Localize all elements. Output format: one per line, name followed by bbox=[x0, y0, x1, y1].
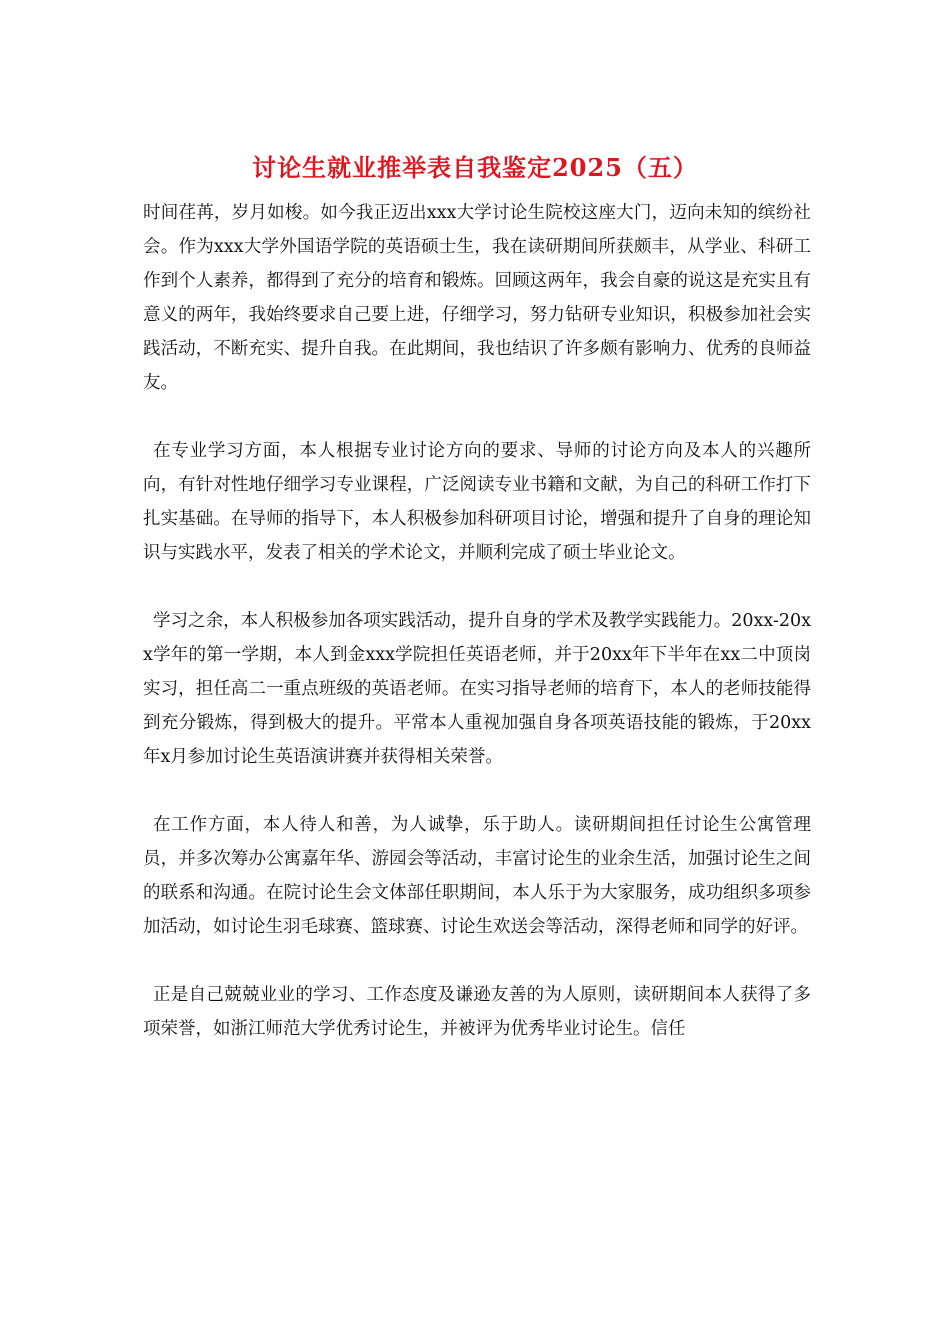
paragraph-practice: 学习之余，本人积极参加各项实践活动，提升自身的学术及教学实践能力。20xx-20xx学年的第一学期，本人到金xxx学院担任英语老师，并于20xx年下半年在xx二中顶岗实习，担任高二一重点班级的英语老师。在实习指导老师的培育下，本人的老师技能得到充分锻炼，得到极大的提升。平常本人重视加强自身各项英语技能的锻炼，于20xx年x月参加讨论生英语演讲赛并获得相关荣誉。 bbox=[143, 611, 811, 767]
paragraph-intro: 时间荏苒，岁月如梭。如今我正迈出xxx大学讨论生院校这座大门，迈向未知的缤纷社会。作为xxx大学外国语学院的英语硕士生，我在读研期间所获颇丰，从学业、科研工作到个人素养，都得到了充分的培育和锻炼。回顾这两年，我会自豪的说这是充实且有意义的两年，我始终要求自己要上进，仔细学习，努力钻研专业知识，积极参加社会实践活动，不断充实、提升自我。在此期间，我也结识了许多颇有影响力、优秀的良师益友。 bbox=[143, 203, 811, 393]
paragraph-work: 在工作方面，本人待人和善，为人诚挚，乐于助人。读研期间担任讨论生公寓管理员，并多次筹办公寓嘉年华、游园会等活动，丰富讨论生的业余生活，加强讨论生之间的联系和沟通。在院讨论生会文体部任职期间，本人乐于为大家服务，成功组织多项参加活动，如讨论生羽毛球赛、篮球赛、讨论生欢送会等活动，深得老师和同学的好评。 bbox=[143, 815, 811, 937]
document-title: 讨论生就业推举表自我鉴定2025（五） bbox=[252, 153, 698, 182]
paragraph-study: 在专业学习方面，本人根据专业讨论方向的要求、导师的讨论方向及本人的兴趣所向，有针对性地仔细学习专业课程，广泛阅读专业书籍和文献，为自己的科研工作打下扎实基础。在导师的指导下，本人积极参加科研项目讨论，增强和提升了自身的理论知识与实践水平，发表了相关的学术论文，并顺利完成了硕士毕业论文。 bbox=[143, 441, 811, 563]
document-body bbox=[143, 196, 811, 1080]
paragraph-honors: 正是自己兢兢业业的学习、工作态度及谦逊友善的为人原则，读研期间本人获得了多项荣誉，如浙江师范大学优秀讨论生，并被评为优秀毕业讨论生。信任 bbox=[143, 985, 811, 1039]
